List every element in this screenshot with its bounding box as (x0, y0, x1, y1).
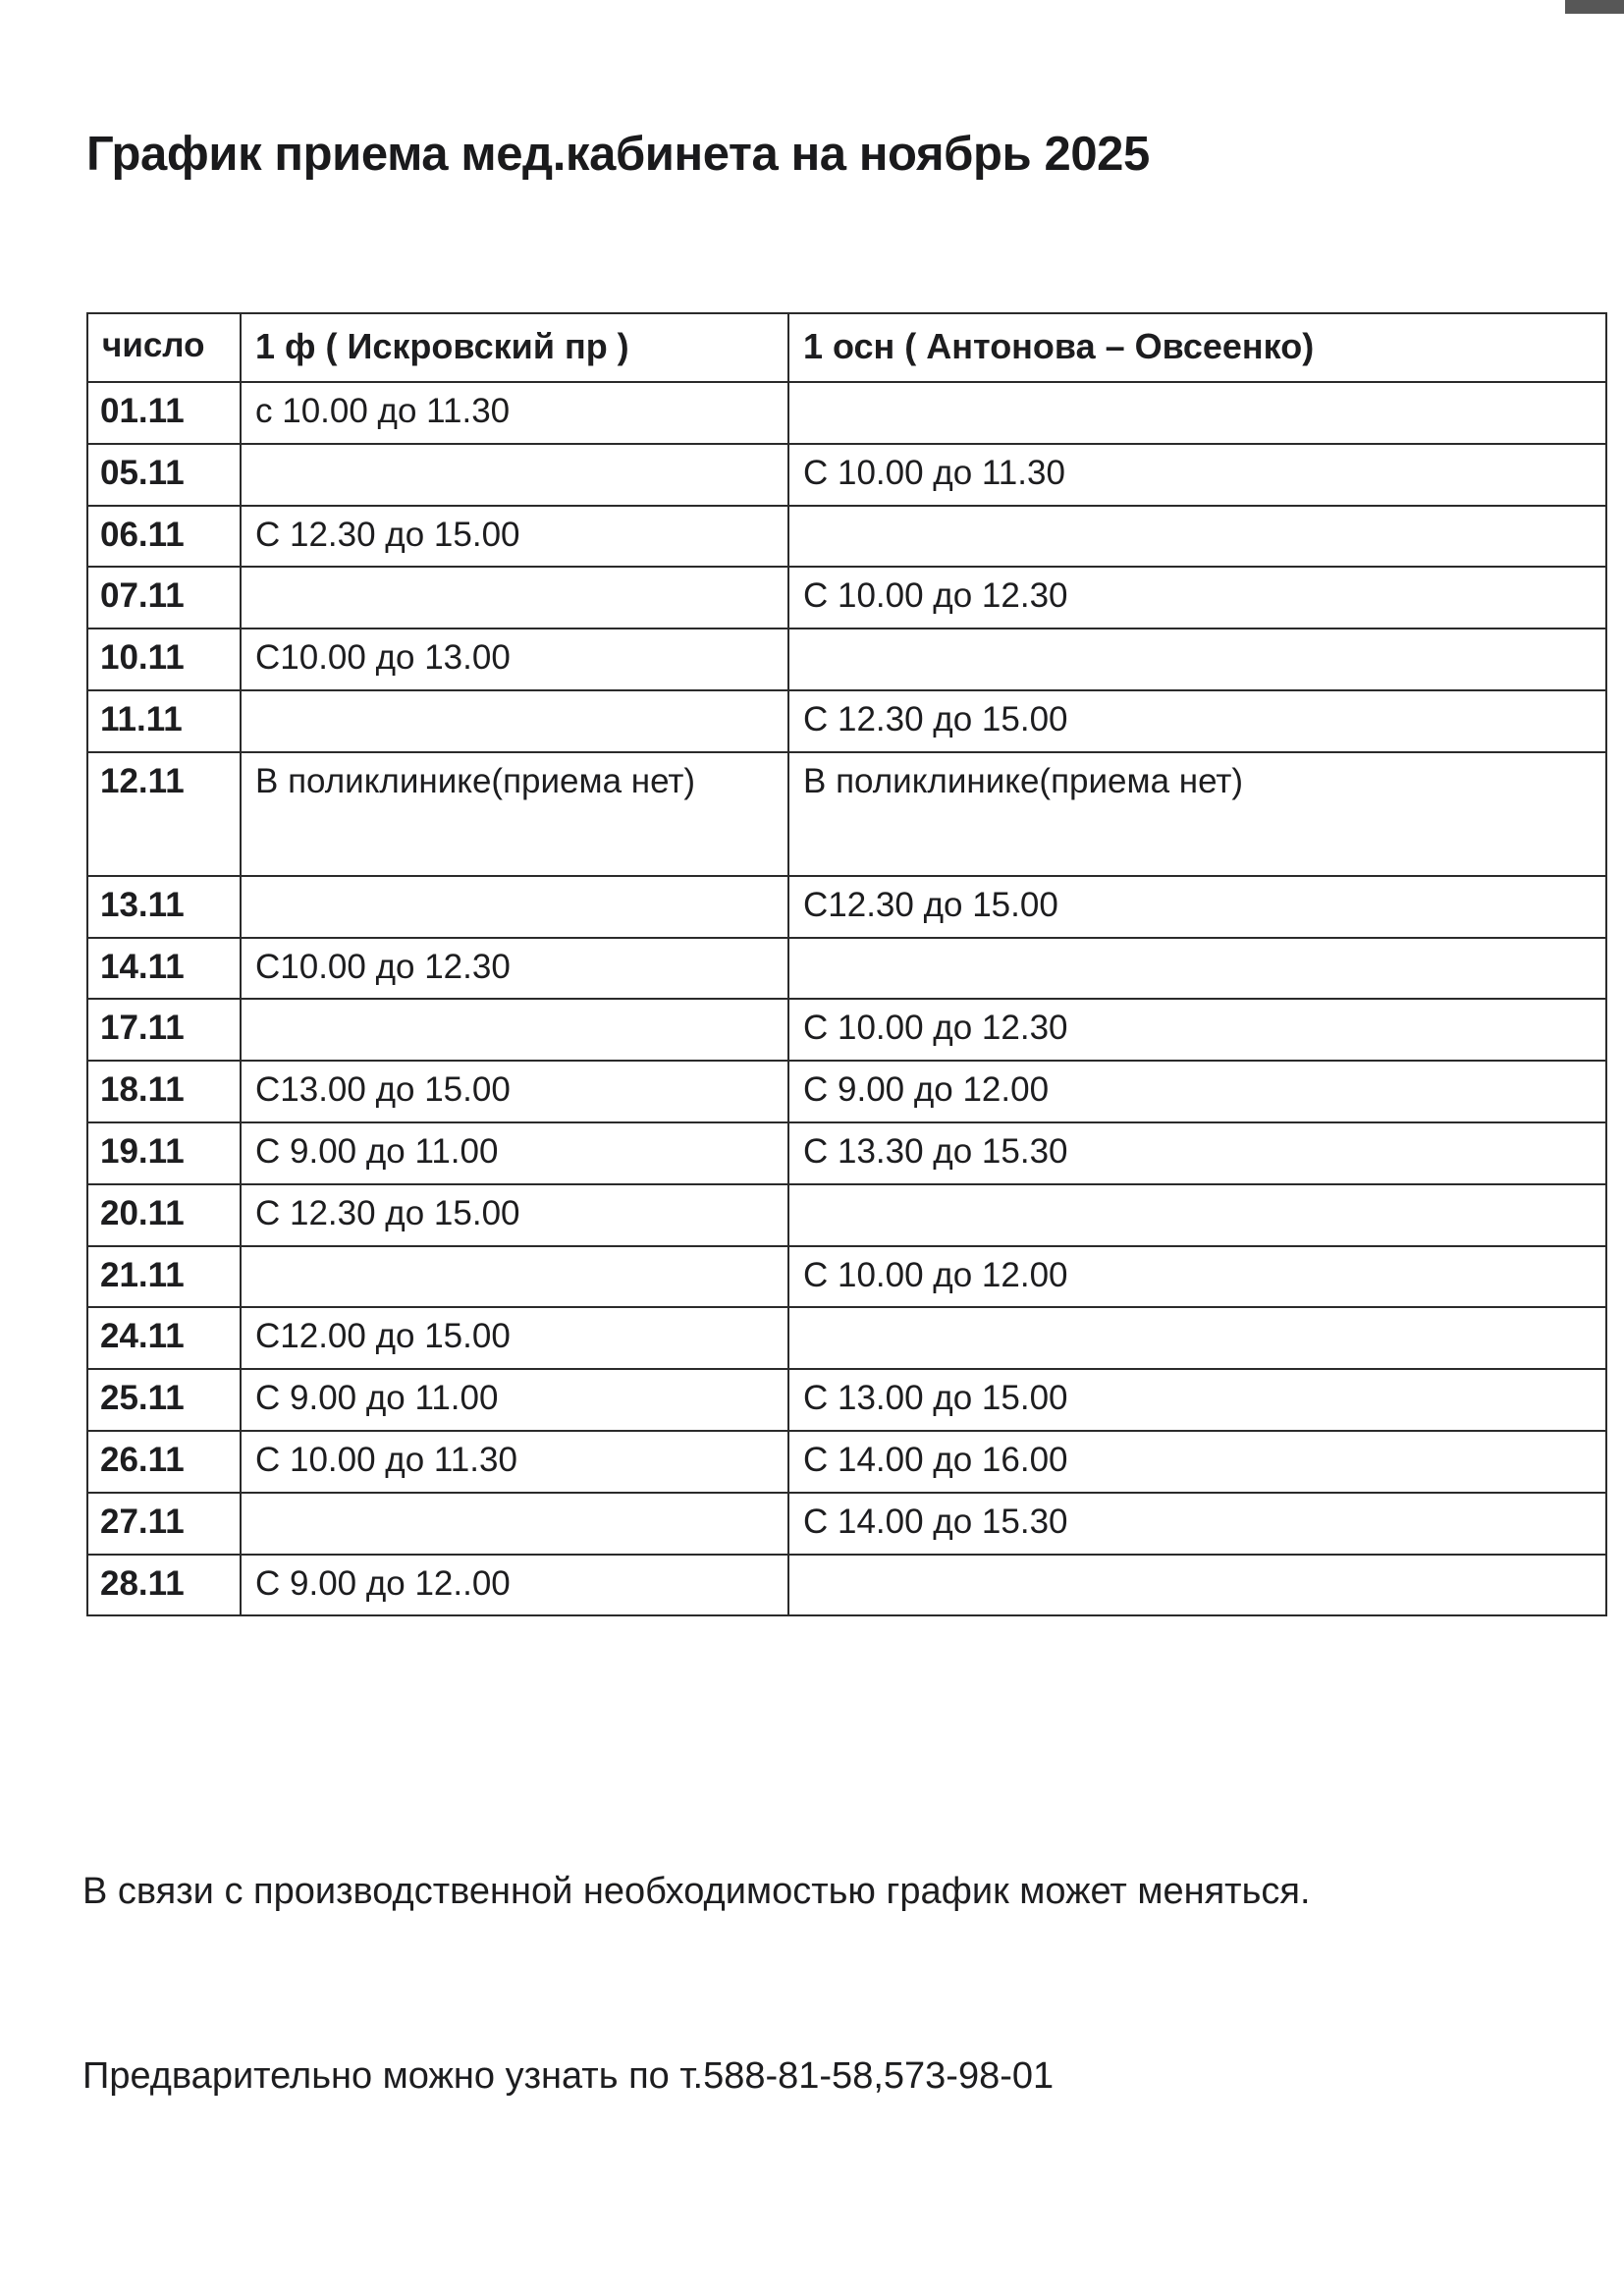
cell-date: 10.11 (87, 629, 241, 690)
cell-date: 13.11 (87, 876, 241, 938)
cell-branch-1-hours (241, 876, 788, 938)
cell-branch-1-hours: С 9.00 до 12..00 (241, 1555, 788, 1616)
cell-date: 18.11 (87, 1061, 241, 1122)
table-row (87, 1493, 1606, 1555)
cell-branch-2-hours (788, 1555, 1606, 1616)
scan-artifact (1565, 0, 1624, 14)
table-row (87, 752, 1606, 876)
cell-branch-1-hours (241, 999, 788, 1061)
cell-branch-1-hours (241, 1493, 788, 1555)
cell-branch-2-hours (788, 629, 1606, 690)
cell-branch-2-hours: С 10.00 до 12.30 (788, 567, 1606, 629)
table-row (87, 382, 1606, 444)
cell-date: 05.11 (87, 444, 241, 506)
table-header (87, 313, 1606, 382)
cell-date: 20.11 (87, 1184, 241, 1246)
table-row (87, 876, 1606, 938)
table-row (87, 567, 1606, 629)
schedule-table (86, 312, 1607, 1616)
cell-date: 07.11 (87, 567, 241, 629)
cell-branch-2-hours (788, 938, 1606, 1000)
table-row (87, 629, 1606, 690)
cell-branch-1-hours: с 10.00 до 11.30 (241, 382, 788, 444)
cell-branch-2-hours: С 13.30 до 15.30 (788, 1122, 1606, 1184)
cell-date: 24.11 (87, 1307, 241, 1369)
cell-branch-1-hours: С 9.00 до 11.00 (241, 1122, 788, 1184)
table-row (87, 506, 1606, 568)
cell-branch-2-hours: С 14.00 до 15.30 (788, 1493, 1606, 1555)
cell-branch-1-hours (241, 1246, 788, 1308)
cell-branch-2-hours: С 13.00 до 15.00 (788, 1369, 1606, 1431)
cell-branch-2-hours: С 14.00 до 16.00 (788, 1431, 1606, 1493)
table-row (87, 1246, 1606, 1308)
table-row (87, 1555, 1606, 1616)
cell-date: 19.11 (87, 1122, 241, 1184)
cell-date: 25.11 (87, 1369, 241, 1431)
cell-branch-2-hours: С12.30 до 15.00 (788, 876, 1606, 938)
cell-date: 14.11 (87, 938, 241, 1000)
cell-branch-2-hours: С 10.00 до 11.30 (788, 444, 1606, 506)
table-header-row (87, 313, 1606, 382)
cell-branch-1-hours: С12.00 до 15.00 (241, 1307, 788, 1369)
cell-branch-1-hours: С 10.00 до 11.30 (241, 1431, 788, 1493)
cell-branch-2-hours (788, 506, 1606, 568)
table-row (87, 1369, 1606, 1431)
cell-date: 11.11 (87, 690, 241, 752)
cell-branch-2-hours: С 10.00 до 12.00 (788, 1246, 1606, 1308)
cell-branch-2-hours (788, 382, 1606, 444)
cell-branch-1-hours: С13.00 до 15.00 (241, 1061, 788, 1122)
cell-date: 21.11 (87, 1246, 241, 1308)
cell-date: 28.11 (87, 1555, 241, 1616)
column-header-branch-2: 1 осн ( Антонова – Овсеенко) (788, 313, 1606, 382)
table-row (87, 1122, 1606, 1184)
cell-date: 12.11 (87, 752, 241, 876)
cell-branch-1-hours (241, 690, 788, 752)
note-schedule-may-change: В связи с производственной необходимостью график может меняться. (82, 1871, 1311, 1912)
table-row (87, 1184, 1606, 1246)
cell-branch-2-hours: С 10.00 до 12.30 (788, 999, 1606, 1061)
cell-date: 01.11 (87, 382, 241, 444)
cell-branch-1-hours: С 9.00 до 11.00 (241, 1369, 788, 1431)
table-row (87, 444, 1606, 506)
cell-branch-1-hours (241, 444, 788, 506)
cell-branch-1-hours: С 12.30 до 15.00 (241, 506, 788, 568)
column-header-date: число (87, 313, 241, 382)
cell-branch-1-hours (241, 567, 788, 629)
table-row (87, 999, 1606, 1061)
cell-branch-2-hours: В поликлинике(приема нет) (788, 752, 1606, 876)
cell-branch-1-hours: С10.00 до 12.30 (241, 938, 788, 1000)
cell-branch-2-hours (788, 1307, 1606, 1369)
cell-branch-2-hours: С 9.00 до 12.00 (788, 1061, 1606, 1122)
cell-branch-1-hours: С 12.30 до 15.00 (241, 1184, 788, 1246)
cell-date: 26.11 (87, 1431, 241, 1493)
table-row (87, 1061, 1606, 1122)
cell-date: 17.11 (87, 999, 241, 1061)
cell-branch-1-hours: С10.00 до 13.00 (241, 629, 788, 690)
cell-branch-1-hours: В поликлинике(приема нет) (241, 752, 788, 876)
cell-branch-2-hours (788, 1184, 1606, 1246)
table-row (87, 938, 1606, 1000)
table-row (87, 1431, 1606, 1493)
table-row (87, 690, 1606, 752)
cell-date: 06.11 (87, 506, 241, 568)
note-contact-phone: Предварительно можно узнать по т.588-81-58,573-98-01 (82, 2055, 1055, 2097)
cell-branch-2-hours: С 12.30 до 15.00 (788, 690, 1606, 752)
page-title: График приема мед.кабинета на ноябрь 2025 (86, 127, 1150, 181)
table-body (87, 382, 1606, 1615)
table-row (87, 1307, 1606, 1369)
cell-date: 27.11 (87, 1493, 241, 1555)
column-header-branch-1: 1 ф ( Искровский пр ) (241, 313, 788, 382)
